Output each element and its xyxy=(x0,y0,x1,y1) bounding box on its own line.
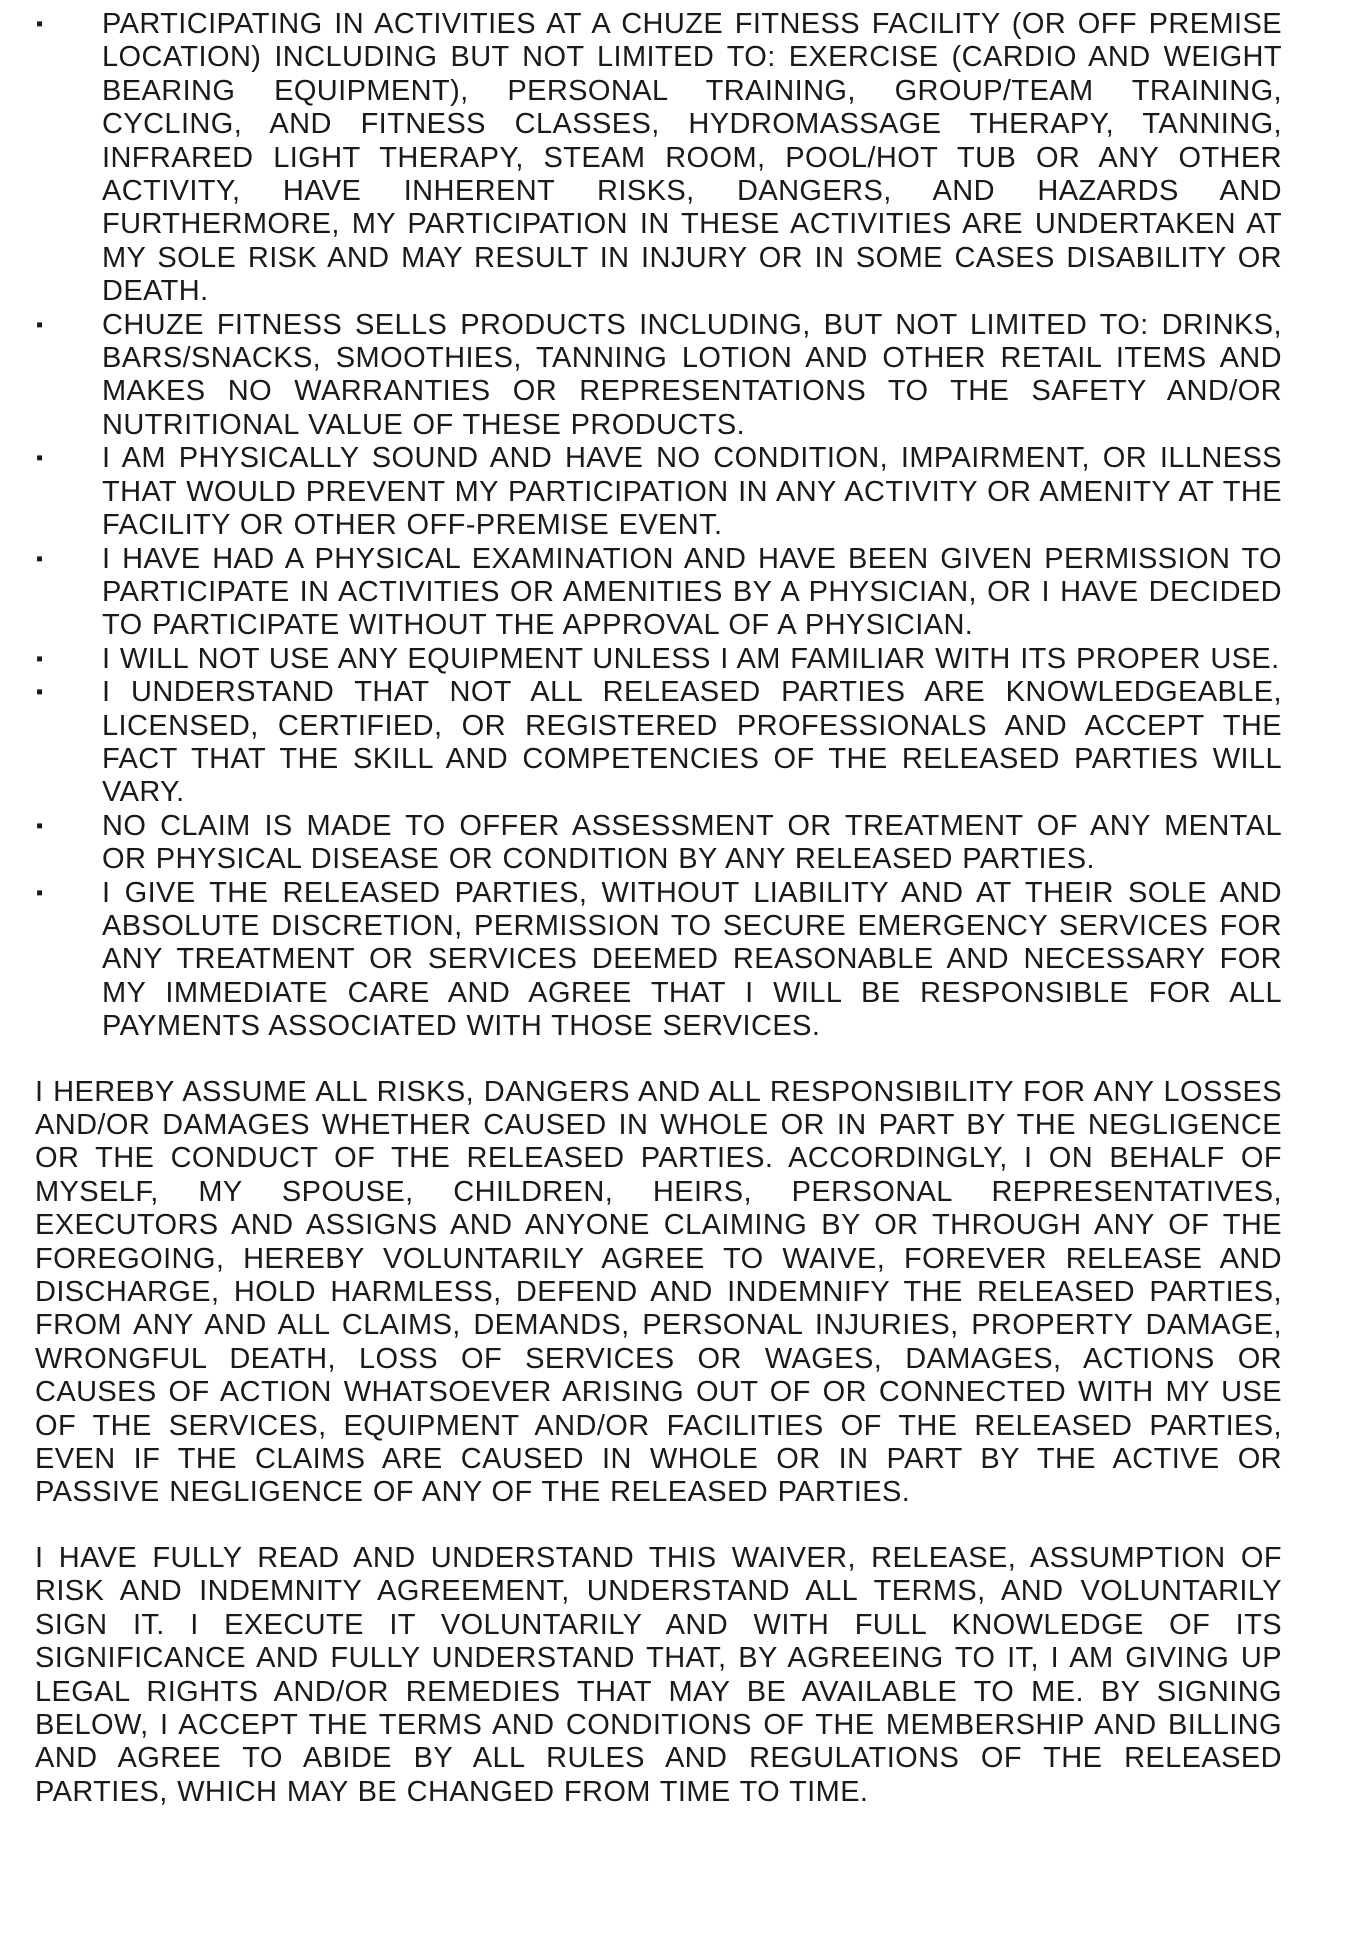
list-item-text: NO CLAIM IS MADE TO OFFER ASSESSMENT OR TREATMENT OF ANY MENTAL OR PHYSICAL DISEASE OR CONDITION BY ANY RELEASED PARTIES. xyxy=(102,809,1282,876)
bullet-icon: ▪ xyxy=(36,447,44,470)
list-item-text: I AM PHYSICALLY SOUND AND HAVE NO CONDITION, IMPAIRMENT, OR ILLNESS THAT WOULD PREVENT MY PARTICIPATION IN ANY ACTIVITY OR AMENITY AT THE FACILITY OR OTHER OFF-PREMISE EVENT. xyxy=(102,442,1282,542)
list-item-text: I HAVE HAD A PHYSICAL EXAMINATION AND HAVE BEEN GIVEN PERMISSION TO PARTICIPATE IN ACTIVITIES OR AMENITIES BY A PHYSICIAN, OR I HAVE DECIDED TO PARTICIPATE WITHOUT THE APPROVAL OF A PHYSICIAN. xyxy=(102,542,1282,642)
list-item xyxy=(35,643,1282,676)
risk-acknowledgement-list xyxy=(35,8,1282,1044)
list-item xyxy=(35,309,1282,443)
list-item xyxy=(35,8,1282,309)
list-item xyxy=(35,877,1282,1044)
bullet-icon: ▪ xyxy=(36,814,44,837)
bullet-icon: ▪ xyxy=(36,313,44,336)
list-item-text: I WILL NOT USE ANY EQUIPMENT UNLESS I AM FAMILIAR WITH ITS PROPER USE. xyxy=(102,642,1280,675)
list-item xyxy=(35,810,1282,877)
bullet-icon: ▪ xyxy=(36,13,44,35)
list-item xyxy=(35,676,1282,810)
list-item xyxy=(35,543,1282,643)
bullet-icon: ▪ xyxy=(36,647,44,670)
bullet-icon: ▪ xyxy=(36,881,44,904)
acknowledgement-paragraph: I HAVE FULLY READ AND UNDERSTAND THIS WAIVER, RELEASE, ASSUMPTION OF RISK AND INDEMNITY AGREEMENT, UNDERSTAND ALL TERMS, AND VOLUNTARILY SIGN IT. I EXECUTE IT VOLUNTARILY AND WITH FULL KNOWLEDGE OF ITS SIGNIFICANCE AND FULLY UNDERSTAND THAT, BY AGREEING TO IT, I AM GIVING UP LEGAL RIGHTS AND/OR REMEDIES THAT MAY BE AVAILABLE TO ME. BY SIGNING BELOW, I ACCEPT THE TERMS AND CONDITIONS OF THE MEMBERSHIP AND BILLING AND AGREE TO ABIDE BY ALL RULES AND REGULATIONS OF THE RELEASED PARTIES, WHICH MAY BE CHANGED FROM TIME TO TIME. xyxy=(35,1541,1282,1808)
bullet-icon: ▪ xyxy=(36,547,44,570)
bullet-icon: ▪ xyxy=(36,681,44,704)
list-item-text: I GIVE THE RELEASED PARTIES, WITHOUT LIABILITY AND AT THEIR SOLE AND ABSOLUTE DISCRETION, PERMISSION TO SECURE EMERGENCY SERVICES FOR ANY TREATMENT OR SERVICES DEEMED REASONABLE AND NECESSARY FOR MY IMMEDIATE CARE AND AGREE THAT I WILL BE RESPONSIBLE FOR ALL PAYMENTS ASSOCIATED WITH THOSE SERVICES. xyxy=(102,876,1282,1043)
list-item-text: I UNDERSTAND THAT NOT ALL RELEASED PARTIES ARE KNOWLEDGEABLE, LICENSED, CERTIFIED, OR REGISTERED PROFESSIONALS AND ACCEPT THE FACT THAT THE SKILL AND COMPETENCIES OF THE RELEASED PARTIES WILL VARY. xyxy=(102,676,1282,809)
list-item xyxy=(35,442,1282,542)
list-item-text: PARTICIPATING IN ACTIVITIES AT A CHUZE FITNESS FACILITY (OR OFF PREMISE LOCATION) INCLUDING BUT NOT LIMITED TO: EXERCISE (CARDIO AND WEIGHT BEARING EQUIPMENT), PERSONAL TRAINING, GROUP/TEAM TRAINING, CYCLING, AND FITNESS CLASSES, HYDROMASSAGE THERAPY, TANNING, INFRARED LIGHT THERAPY, STEAM ROOM, POOL/HOT TUB OR ANY OTHER ACTIVITY, HAVE INHERENT RISKS, DANGERS, AND HAZARDS AND FURTHERMORE, MY PARTICIPATION IN THESE ACTIVITIES ARE UNDERTAKEN AT MY SOLE RISK AND MAY RESULT IN INJURY OR IN SOME CASES DISABILITY OR DEATH. xyxy=(102,8,1282,308)
list-item-text: CHUZE FITNESS SELLS PRODUCTS INCLUDING, BUT NOT LIMITED TO: DRINKS, BARS/SNACKS, SMOOTHIES, TANNING LOTION AND OTHER RETAIL ITEMS AND MAKES NO WARRANTIES OR REPRESENTATIONS TO THE SAFETY AND/OR NUTRITIONAL VALUE OF THESE PRODUCTS. xyxy=(102,308,1282,441)
assumption-of-risk-paragraph: I HEREBY ASSUME ALL RISKS, DANGERS AND ALL RESPONSIBILITY FOR ANY LOSSES AND/OR DAMAGES WHETHER CAUSED IN WHOLE OR IN PART BY THE NEGLIGENCE OR THE CONDUCT OF THE RELEASED PARTIES. ACCORDINGLY, I ON BEHALF OF MYSELF, MY SPOUSE, CHILDREN, HEIRS, PERSONAL REPRESENTATIVES, EXECUTORS AND ASSIGNS AND ANYONE CLAIMING BY OR THROUGH ANY OF THE FOREGOING, HEREBY VOLUNTARILY AGREE TO WAIVE, FOREVER RELEASE AND DISCHARGE, HOLD HARMLESS, DEFEND AND INDEMNIFY THE RELEASED PARTIES, FROM ANY AND ALL CLAIMS, DEMANDS, PERSONAL INJURIES, PROPERTY DAMAGE, WRONGFUL DEATH, LOSS OF SERVICES OR WAGES, DAMAGES, ACTIONS OR CAUSES OF ACTION WHATSOEVER ARISING OUT OF OR CONNECTED WITH MY USE OF THE SERVICES, EQUIPMENT AND/OR FACILITIES OF THE RELEASED PARTIES, EVEN IF THE CLAIMS ARE CAUSED IN WHOLE OR IN PART BY THE ACTIVE OR PASSIVE NEGLIGENCE OF ANY OF THE RELEASED PARTIES. xyxy=(35,1075,1282,1509)
waiver-page xyxy=(35,8,1282,1809)
